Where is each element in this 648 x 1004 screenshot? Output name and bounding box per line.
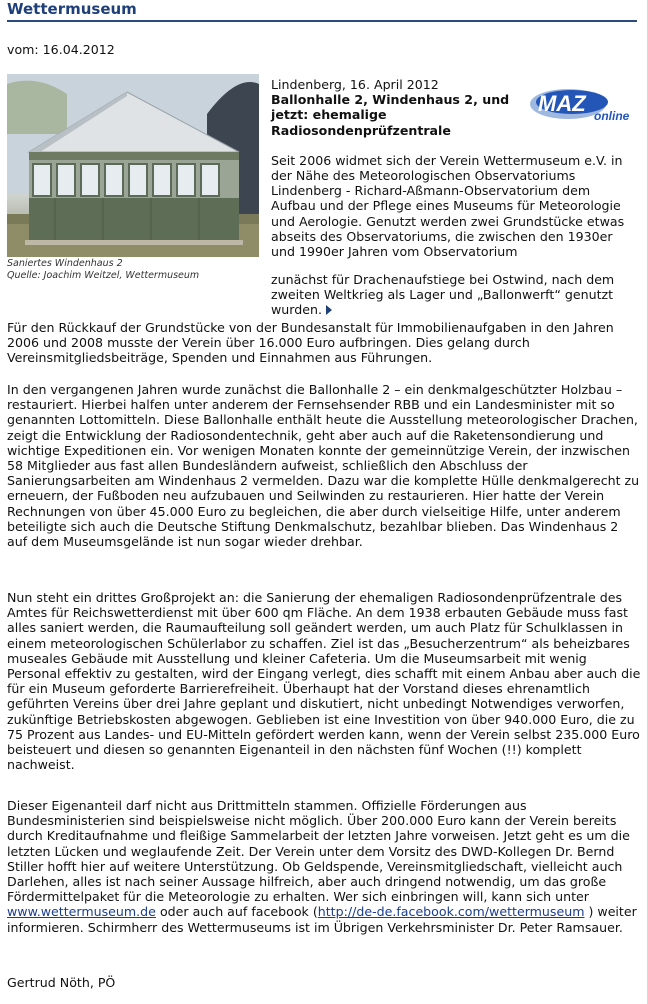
logo-main-text: MAZ bbox=[538, 91, 586, 116]
caption-title: Saniertes Windenhaus 2 bbox=[7, 258, 123, 269]
lead-continuation-text: zunächst für Drachenaufstiege bei Ostwind, nach dem zweiten Weltkrieg als Lager und „Ballonwerft“ genutzt wurden. bbox=[271, 272, 615, 318]
windenhaus-illustration bbox=[7, 74, 259, 257]
article-headline: Ballonhalle 2, Windenhaus 2, und jetzt: ehemalige Radiosondenprüfzentrale bbox=[271, 92, 510, 138]
article-dateline: Lindenberg, 16. April 2012 bbox=[271, 77, 439, 92]
lead-continuation bbox=[7, 272, 639, 318]
funding-text-start: Dieser Eigenanteil darf nicht aus Drittmitteln stammen. Offizielle Förderungen aus Bundesministerien sind beispielsweise nicht möglich. Über 200.000 Euro kann der Verein bereits durch Kreditaufnahme und fleißige Sammelarbeit der letzten Jahre vorweisen. Jetzt geht es um die letzten Lücken und weglaufende Zeit. Der Verein unter dem Vorsitz des DWD-Kollegen Dr. Bernd Stiller hofft hier auf weitere Unterstützung. Ob Geldspende, Vereinsmitgliedschaft, vielleicht auch Darlehen, alles ist nach seiner Aussage hilfreich, aber auch dringend notwendig, um das große Fördermittelpaket für die Meteorologie zu erhalten. Wer sich einbringen will, kann sich unter bbox=[7, 798, 630, 905]
section-title: Wettermuseum bbox=[7, 0, 137, 18]
paragraph-funding bbox=[7, 798, 641, 935]
caption-source: Quelle: Joachim Weitzel, Wettermuseum bbox=[7, 270, 200, 281]
paragraph-purchase: Für den Rückkauf der Grundstücke von der Bundesanstalt für Immobilienaufgaben in den Jahren 2006 und 2008 musste der Verein über 16.000 Euro aufbringen. Dies gelang durch Vereinsmitgliedsbeiträge, Spenden und Einnahmen aus Führungen. bbox=[7, 320, 614, 366]
windenhaus-photo bbox=[7, 74, 259, 257]
section-header bbox=[7, 0, 637, 22]
article-intro bbox=[271, 77, 638, 259]
logo-sub-text: online bbox=[594, 109, 630, 123]
paragraph-new-project: Nun steht ein drittes Großprojekt an: die Sanierung der ehemaligen Radiosondenprüfzentrale des Amtes für Reichswetterdienst mit über 600 qm Fläche. An dem 1938 erbauten Gebäude muss fast alles saniert werden, die Raumaufteilung soll geändert werden, um auch Platz für Schulklassen in einem meteorologischen Schülerlabor zu schaffen. Ziel ist das „Besucherzentrum“ als beheizbares museales Gebäude mit Ausstellung und kleiner Cafeteria. Um die Museumsarbeit mit wenig Personal effektiv zu gestalten, wird der Eingang verlegt, dies schafft mit einem Anbau aber auch die für ein Museum geforderte Barrierefreiheit. Überhaupt hat der Vorstand dieses ehrenamtlich geführten Vereins über drei Jahre geplant und diskutiert, nicht unbedingt Notwendiges verworfen, zukünftige Betriebskosten abgewogen. Geblieben ist eine Investition von über 940.000 Euro, die zu 75 Prozent aus Landes- und EU-Mitteln gefördert werden kann, wenn der Verein selbst 235.000 Euro beisteuert und diesen so genannten Eigenanteil in den nächsten fünf Wochen (!!) komplett nachweist. bbox=[7, 590, 641, 773]
more-arrow-icon[interactable] bbox=[326, 305, 332, 315]
facebook-link[interactable]: http://de-de.facebook.com/wettermuseum bbox=[317, 904, 585, 920]
article-date: vom: 16.04.2012 bbox=[7, 42, 115, 57]
wettermuseum-link[interactable]: www.wettermuseum.de bbox=[7, 904, 156, 920]
paragraph-restoration: In den vergangenen Jahren wurde zunächst die Ballonhalle 2 – ein denkmalgeschützter Holzbau – restauriert. Hierbei halfen unter anderem der Fernsehsender RBB und ein Landesminister mit so genannten Lottomitteln. Diese Ballonhalle enthält heute die Ausstellung meteorologischer Drachen, zeigt die Entwicklung der Radiosondentechnik, geht aber auch auf die Raketensondierung und wichtige Expeditionen ein. Vor wenigen Monaten konnte der gemeinnützige Verein, der inzwischen 58 Mitglieder aus fast allen Bundesländern aufweist, schließlich den Abschluss der Sanierungsarbeiten am Windenhaus 2 vermelden. Dazu war die komplette Hülle denkmalgerecht zu erneuern, der Fußboden neu aufzubauen und Seilwinden zu restaurieren. Hier hatte der Verein Rechnungen von über 45.000 Euro zu begleichen, die aber durch vielseitige Hilfe, unter anderem beteiligte sich auch die Deutsche Stiftung Denkmalschutz, bezahlbar blieben. Das Windenhaus 2 auf dem Museumsgelände ist nun sogar wieder drehbar. bbox=[7, 382, 640, 550]
funding-text-mid: oder auch auf facebook ( bbox=[155, 904, 318, 920]
article-lead: Seit 2006 widmet sich der Verein Wettermuseum e.V. in der Nähe des Meteorologischen Observatoriums Lindenberg - Richard-Aßmann-Observatorium dem Aufbau und der Pflege eines Museums für Meteorologie und Aerologie. Genutzt werden zwei Grundstücke etwas abseits des Observatoriums, die zwischen den 1930er und 1990er Jahren vom Observatorium bbox=[271, 152, 625, 260]
article-author: Gertrud Nöth, PÖ bbox=[7, 975, 116, 990]
funding-text-end: ) weiter informieren. Schirmherr des Wettermuseums ist im Übrigen Verkehrsminister Dr. Peter Ramsauer. bbox=[7, 904, 637, 935]
